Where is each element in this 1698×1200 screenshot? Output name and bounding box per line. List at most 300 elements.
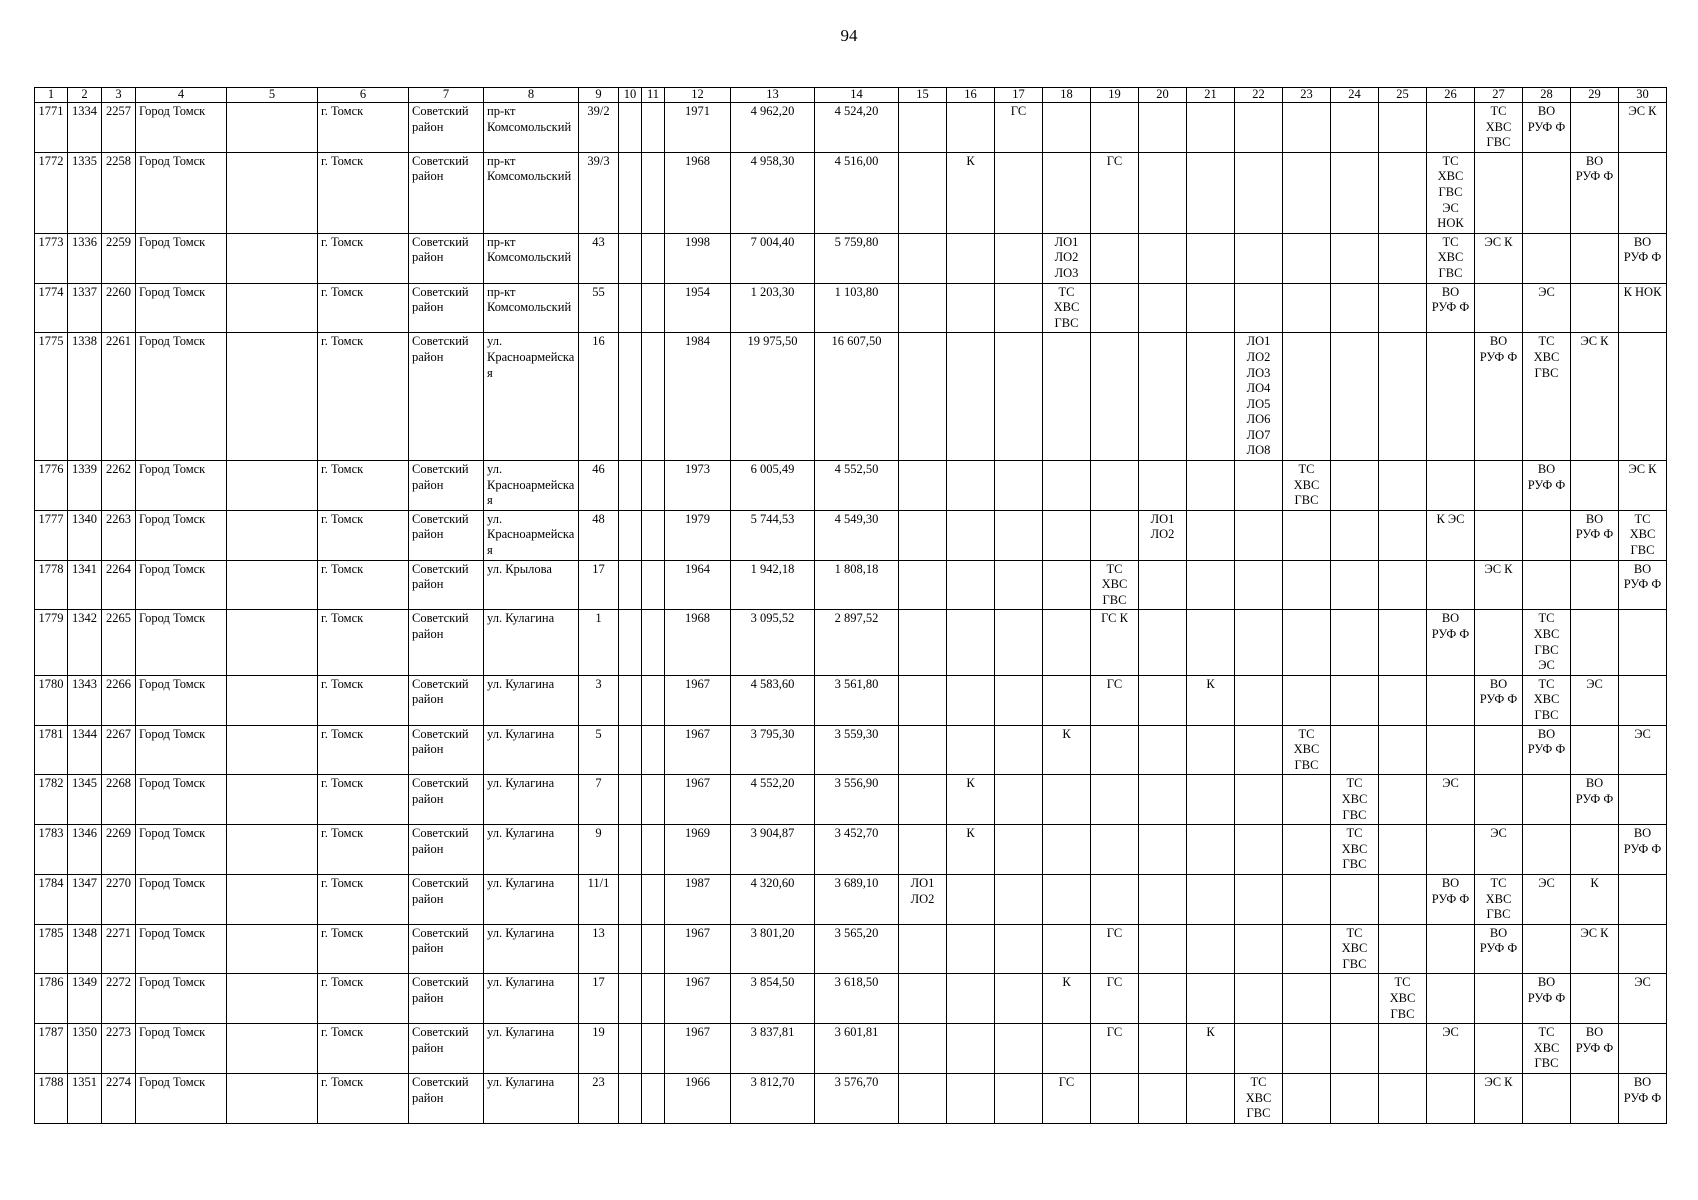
- cell-col-6: г. Томск: [318, 924, 409, 974]
- cell-col-18: [1043, 333, 1091, 461]
- cell-col-3: 2271: [102, 924, 136, 974]
- cell-col-24: ТС ХВС ГВС: [1331, 775, 1379, 825]
- cell-col-8: ул. Кулагина: [484, 974, 579, 1024]
- cell-col-19: [1091, 233, 1139, 283]
- cell-col-5: [227, 924, 318, 974]
- cell-col-19: [1091, 1074, 1139, 1124]
- cell-col-11: [642, 924, 665, 974]
- cell-col-23: [1283, 1024, 1331, 1074]
- cell-col-25: [1379, 560, 1427, 610]
- cell-col-1: 1772: [35, 152, 68, 233]
- cell-col-27: ТС ХВС ГВС: [1475, 103, 1523, 153]
- cell-col-8: ул. Кулагина: [484, 775, 579, 825]
- cell-col-21: К: [1187, 675, 1235, 725]
- cell-col-22: [1235, 825, 1283, 875]
- table-row: [35, 725, 1667, 775]
- cell-col-26: [1427, 333, 1475, 461]
- cell-col-14: 3 452,70: [815, 825, 899, 875]
- cell-col-28: ТС ХВС ГВС: [1523, 1024, 1571, 1074]
- column-header-20: 20: [1139, 88, 1187, 103]
- cell-col-29: [1571, 461, 1619, 511]
- cell-col-18: [1043, 103, 1091, 153]
- cell-col-22: [1235, 1024, 1283, 1074]
- table-row: [35, 775, 1667, 825]
- cell-col-13: 1 203,30: [731, 283, 815, 333]
- column-header-4: 4: [136, 88, 227, 103]
- cell-col-2: 1337: [68, 283, 102, 333]
- cell-col-7: Советский район: [409, 1074, 484, 1124]
- cell-col-11: [642, 510, 665, 560]
- cell-col-18: [1043, 510, 1091, 560]
- cell-col-18: ТС ХВС ГВС: [1043, 283, 1091, 333]
- cell-col-11: [642, 725, 665, 775]
- cell-col-23: [1283, 333, 1331, 461]
- cell-col-27: [1475, 510, 1523, 560]
- cell-col-20: [1139, 103, 1187, 153]
- cell-col-24: ТС ХВС ГВС: [1331, 924, 1379, 974]
- cell-col-17: [995, 874, 1043, 924]
- cell-col-8: ул. Кулагина: [484, 874, 579, 924]
- cell-col-12: 1966: [665, 1074, 731, 1124]
- cell-col-9: 39/2: [579, 103, 619, 153]
- table-row: [35, 610, 1667, 675]
- cell-col-14: 3 565,20: [815, 924, 899, 974]
- cell-col-1: 1771: [35, 103, 68, 153]
- cell-col-23: [1283, 233, 1331, 283]
- cell-col-17: [995, 675, 1043, 725]
- cell-col-27: [1475, 152, 1523, 233]
- cell-col-30: ЭС К: [1619, 461, 1667, 511]
- cell-col-13: 1 942,18: [731, 560, 815, 610]
- column-header-19: 19: [1091, 88, 1139, 103]
- cell-col-28: [1523, 924, 1571, 974]
- cell-col-11: [642, 675, 665, 725]
- cell-col-6: г. Томск: [318, 560, 409, 610]
- cell-col-2: 1348: [68, 924, 102, 974]
- cell-col-5: [227, 333, 318, 461]
- cell-col-24: [1331, 874, 1379, 924]
- cell-col-11: [642, 103, 665, 153]
- cell-col-18: [1043, 1024, 1091, 1074]
- cell-col-26: [1427, 103, 1475, 153]
- cell-col-18: ЛО1 ЛО2 ЛО3: [1043, 233, 1091, 283]
- cell-col-10: [619, 725, 642, 775]
- cell-col-6: г. Томск: [318, 775, 409, 825]
- cell-col-30: ЭС К: [1619, 103, 1667, 153]
- cell-col-12: 1967: [665, 725, 731, 775]
- cell-col-15: [899, 103, 947, 153]
- cell-col-2: 1342: [68, 610, 102, 675]
- cell-col-17: ГС: [995, 103, 1043, 153]
- cell-col-14: 3 618,50: [815, 974, 899, 1024]
- cell-col-11: [642, 560, 665, 610]
- cell-col-1: 1780: [35, 675, 68, 725]
- cell-col-29: [1571, 725, 1619, 775]
- cell-col-17: [995, 510, 1043, 560]
- cell-col-25: [1379, 675, 1427, 725]
- table-body: [35, 103, 1667, 1124]
- column-header-1: 1: [35, 88, 68, 103]
- cell-col-2: 1336: [68, 233, 102, 283]
- cell-col-24: [1331, 461, 1379, 511]
- cell-col-20: [1139, 725, 1187, 775]
- column-header-28: 28: [1523, 88, 1571, 103]
- cell-col-26: ТС ХВС ГВС: [1427, 233, 1475, 283]
- cell-col-4: Город Томск: [136, 1074, 227, 1124]
- cell-col-22: [1235, 775, 1283, 825]
- cell-col-20: [1139, 610, 1187, 675]
- cell-col-10: [619, 233, 642, 283]
- cell-col-28: [1523, 560, 1571, 610]
- cell-col-9: 5: [579, 725, 619, 775]
- cell-col-1: 1781: [35, 725, 68, 775]
- cell-col-10: [619, 461, 642, 511]
- cell-col-17: [995, 461, 1043, 511]
- column-header-13: 13: [731, 88, 815, 103]
- cell-col-22: [1235, 675, 1283, 725]
- cell-col-1: 1782: [35, 775, 68, 825]
- cell-col-1: 1773: [35, 233, 68, 283]
- cell-col-20: ЛО1 ЛО2: [1139, 510, 1187, 560]
- cell-col-17: [995, 233, 1043, 283]
- cell-col-16: [947, 924, 995, 974]
- cell-col-3: 2259: [102, 233, 136, 283]
- cell-col-12: 1987: [665, 874, 731, 924]
- cell-col-26: ТС ХВС ГВС ЭС НОК: [1427, 152, 1475, 233]
- housing-register-table: [34, 87, 1667, 1124]
- cell-col-7: Советский район: [409, 152, 484, 233]
- cell-col-10: [619, 283, 642, 333]
- cell-col-9: 19: [579, 1024, 619, 1074]
- column-header-22: 22: [1235, 88, 1283, 103]
- cell-col-30: ВО РУФ Ф: [1619, 1074, 1667, 1124]
- cell-col-3: 2267: [102, 725, 136, 775]
- cell-col-17: [995, 283, 1043, 333]
- cell-col-17: [995, 152, 1043, 233]
- cell-col-28: ВО РУФ Ф: [1523, 974, 1571, 1024]
- column-header-6: 6: [318, 88, 409, 103]
- cell-col-15: [899, 461, 947, 511]
- cell-col-24: [1331, 103, 1379, 153]
- cell-col-25: [1379, 152, 1427, 233]
- cell-col-21: [1187, 333, 1235, 461]
- cell-col-26: [1427, 675, 1475, 725]
- cell-col-20: [1139, 560, 1187, 610]
- cell-col-26: ЭС: [1427, 775, 1475, 825]
- cell-col-4: Город Томск: [136, 283, 227, 333]
- cell-col-17: [995, 610, 1043, 675]
- cell-col-16: К: [947, 775, 995, 825]
- cell-col-4: Город Томск: [136, 610, 227, 675]
- cell-col-14: 3 559,30: [815, 725, 899, 775]
- cell-col-7: Советский район: [409, 461, 484, 511]
- cell-col-19: [1091, 725, 1139, 775]
- cell-col-18: ГС: [1043, 1074, 1091, 1124]
- cell-col-26: [1427, 461, 1475, 511]
- cell-col-3: 2263: [102, 510, 136, 560]
- cell-col-1: 1787: [35, 1024, 68, 1074]
- table-row: [35, 152, 1667, 233]
- cell-col-3: 2268: [102, 775, 136, 825]
- cell-col-8: ул. Красноармейска я: [484, 510, 579, 560]
- cell-col-11: [642, 333, 665, 461]
- cell-col-10: [619, 152, 642, 233]
- cell-col-27: [1475, 775, 1523, 825]
- cell-col-13: 7 004,40: [731, 233, 815, 283]
- cell-col-23: [1283, 152, 1331, 233]
- cell-col-5: [227, 675, 318, 725]
- table-row: [35, 333, 1667, 461]
- cell-col-10: [619, 1024, 642, 1074]
- cell-col-26: ЭС: [1427, 1024, 1475, 1074]
- cell-col-1: 1788: [35, 1074, 68, 1124]
- cell-col-21: [1187, 510, 1235, 560]
- cell-col-13: 3 801,20: [731, 924, 815, 974]
- cell-col-13: 3 904,87: [731, 825, 815, 875]
- cell-col-3: 2258: [102, 152, 136, 233]
- cell-col-4: Город Томск: [136, 675, 227, 725]
- cell-col-18: [1043, 874, 1091, 924]
- cell-col-5: [227, 775, 318, 825]
- cell-col-24: [1331, 1074, 1379, 1124]
- cell-col-25: [1379, 610, 1427, 675]
- cell-col-3: 2261: [102, 333, 136, 461]
- cell-col-25: [1379, 874, 1427, 924]
- cell-col-22: [1235, 924, 1283, 974]
- cell-col-28: [1523, 775, 1571, 825]
- cell-col-29: ЭС К: [1571, 333, 1619, 461]
- cell-col-10: [619, 675, 642, 725]
- cell-col-20: [1139, 1074, 1187, 1124]
- cell-col-5: [227, 974, 318, 1024]
- cell-col-24: [1331, 510, 1379, 560]
- column-header-7: 7: [409, 88, 484, 103]
- cell-col-4: Город Томск: [136, 1024, 227, 1074]
- cell-col-25: [1379, 333, 1427, 461]
- cell-col-26: ВО РУФ Ф: [1427, 874, 1475, 924]
- cell-col-7: Советский район: [409, 560, 484, 610]
- cell-col-2: 1340: [68, 510, 102, 560]
- cell-col-11: [642, 1024, 665, 1074]
- cell-col-7: Советский район: [409, 510, 484, 560]
- cell-col-13: 19 975,50: [731, 333, 815, 461]
- cell-col-11: [642, 283, 665, 333]
- cell-col-6: г. Томск: [318, 825, 409, 875]
- cell-col-14: 4 516,00: [815, 152, 899, 233]
- cell-col-29: ЭС К: [1571, 924, 1619, 974]
- cell-col-3: 2269: [102, 825, 136, 875]
- cell-col-10: [619, 510, 642, 560]
- cell-col-10: [619, 775, 642, 825]
- cell-col-25: [1379, 103, 1427, 153]
- cell-col-20: [1139, 775, 1187, 825]
- column-header-3: 3: [102, 88, 136, 103]
- cell-col-23: [1283, 283, 1331, 333]
- cell-col-17: [995, 1074, 1043, 1124]
- cell-col-15: [899, 333, 947, 461]
- cell-col-6: г. Томск: [318, 675, 409, 725]
- cell-col-12: 1967: [665, 775, 731, 825]
- cell-col-24: [1331, 675, 1379, 725]
- cell-col-5: [227, 610, 318, 675]
- cell-col-14: 3 689,10: [815, 874, 899, 924]
- cell-col-5: [227, 1074, 318, 1124]
- cell-col-2: 1335: [68, 152, 102, 233]
- cell-col-12: 1971: [665, 103, 731, 153]
- table-row: [35, 461, 1667, 511]
- cell-col-18: [1043, 775, 1091, 825]
- cell-col-16: [947, 560, 995, 610]
- cell-col-20: [1139, 461, 1187, 511]
- cell-col-19: [1091, 874, 1139, 924]
- cell-col-30: К НОК: [1619, 283, 1667, 333]
- cell-col-15: [899, 510, 947, 560]
- cell-col-13: 3 837,81: [731, 1024, 815, 1074]
- cell-col-5: [227, 725, 318, 775]
- cell-col-18: К: [1043, 725, 1091, 775]
- cell-col-5: [227, 152, 318, 233]
- cell-col-2: 1351: [68, 1074, 102, 1124]
- cell-col-15: [899, 825, 947, 875]
- cell-col-24: [1331, 974, 1379, 1024]
- cell-col-26: ВО РУФ Ф: [1427, 283, 1475, 333]
- cell-col-9: 1: [579, 610, 619, 675]
- cell-col-15: [899, 283, 947, 333]
- cell-col-26: К ЭС: [1427, 510, 1475, 560]
- cell-col-4: Город Томск: [136, 924, 227, 974]
- cell-col-24: [1331, 560, 1379, 610]
- cell-col-11: [642, 874, 665, 924]
- cell-col-4: Город Томск: [136, 461, 227, 511]
- cell-col-15: [899, 675, 947, 725]
- cell-col-16: К: [947, 825, 995, 875]
- cell-col-28: ТС ХВС ГВС: [1523, 675, 1571, 725]
- cell-col-19: ГС: [1091, 1024, 1139, 1074]
- cell-col-9: 17: [579, 560, 619, 610]
- cell-col-5: [227, 510, 318, 560]
- cell-col-25: [1379, 825, 1427, 875]
- cell-col-21: [1187, 233, 1235, 283]
- cell-col-28: [1523, 152, 1571, 233]
- cell-col-1: 1783: [35, 825, 68, 875]
- cell-col-8: пр-кт Комсомольский: [484, 152, 579, 233]
- cell-col-23: ТС ХВС ГВС: [1283, 461, 1331, 511]
- cell-col-20: [1139, 974, 1187, 1024]
- cell-col-28: [1523, 1074, 1571, 1124]
- cell-col-6: г. Томск: [318, 333, 409, 461]
- cell-col-12: 1973: [665, 461, 731, 511]
- cell-col-15: [899, 1074, 947, 1124]
- cell-col-23: [1283, 775, 1331, 825]
- table-row: [35, 510, 1667, 560]
- cell-col-17: [995, 825, 1043, 875]
- cell-col-9: 7: [579, 775, 619, 825]
- cell-col-2: 1350: [68, 1024, 102, 1074]
- cell-col-19: ГС: [1091, 152, 1139, 233]
- column-header-27: 27: [1475, 88, 1523, 103]
- cell-col-22: [1235, 283, 1283, 333]
- cell-col-3: 2272: [102, 974, 136, 1024]
- cell-col-7: Советский район: [409, 233, 484, 283]
- cell-col-4: Город Томск: [136, 560, 227, 610]
- cell-col-24: [1331, 233, 1379, 283]
- cell-col-9: 3: [579, 675, 619, 725]
- cell-col-16: [947, 283, 995, 333]
- cell-col-20: [1139, 924, 1187, 974]
- cell-col-7: Советский район: [409, 974, 484, 1024]
- cell-col-22: [1235, 725, 1283, 775]
- cell-col-6: г. Томск: [318, 874, 409, 924]
- cell-col-9: 48: [579, 510, 619, 560]
- cell-col-21: [1187, 283, 1235, 333]
- table-row: [35, 1074, 1667, 1124]
- column-header-11: 11: [642, 88, 665, 103]
- cell-col-21: [1187, 152, 1235, 233]
- cell-col-30: ВО РУФ Ф: [1619, 233, 1667, 283]
- cell-col-9: 43: [579, 233, 619, 283]
- cell-col-27: ЭС К: [1475, 233, 1523, 283]
- cell-col-24: [1331, 333, 1379, 461]
- cell-col-4: Город Томск: [136, 152, 227, 233]
- cell-col-13: 3 095,52: [731, 610, 815, 675]
- cell-col-23: [1283, 103, 1331, 153]
- cell-col-25: [1379, 924, 1427, 974]
- cell-col-6: г. Томск: [318, 974, 409, 1024]
- cell-col-3: 2265: [102, 610, 136, 675]
- cell-col-25: [1379, 510, 1427, 560]
- column-header-24: 24: [1331, 88, 1379, 103]
- cell-col-28: ВО РУФ Ф: [1523, 103, 1571, 153]
- cell-col-8: ул. Кулагина: [484, 725, 579, 775]
- cell-col-11: [642, 610, 665, 675]
- cell-col-23: [1283, 974, 1331, 1024]
- cell-col-25: [1379, 1024, 1427, 1074]
- cell-col-19: ГС: [1091, 675, 1139, 725]
- cell-col-29: [1571, 610, 1619, 675]
- cell-col-11: [642, 152, 665, 233]
- cell-col-28: [1523, 825, 1571, 875]
- cell-col-23: [1283, 924, 1331, 974]
- cell-col-13: 4 958,30: [731, 152, 815, 233]
- table-row: [35, 233, 1667, 283]
- cell-col-30: [1619, 152, 1667, 233]
- cell-col-19: ГС: [1091, 974, 1139, 1024]
- cell-col-29: ВО РУФ Ф: [1571, 1024, 1619, 1074]
- cell-col-30: ТС ХВС ГВС: [1619, 510, 1667, 560]
- cell-col-27: [1475, 610, 1523, 675]
- cell-col-9: 55: [579, 283, 619, 333]
- cell-col-12: 1967: [665, 974, 731, 1024]
- cell-col-26: ВО РУФ Ф: [1427, 610, 1475, 675]
- cell-col-20: [1139, 283, 1187, 333]
- cell-col-21: [1187, 103, 1235, 153]
- cell-col-2: 1344: [68, 725, 102, 775]
- cell-col-16: [947, 1074, 995, 1124]
- cell-col-12: 1968: [665, 152, 731, 233]
- cell-col-14: 1 808,18: [815, 560, 899, 610]
- cell-col-14: 4 524,20: [815, 103, 899, 153]
- cell-col-7: Советский район: [409, 725, 484, 775]
- column-header-9: 9: [579, 88, 619, 103]
- cell-col-9: 16: [579, 333, 619, 461]
- cell-col-16: [947, 510, 995, 560]
- table-row: [35, 1024, 1667, 1074]
- cell-col-14: 1 103,80: [815, 283, 899, 333]
- cell-col-25: [1379, 1074, 1427, 1124]
- cell-col-30: [1619, 675, 1667, 725]
- cell-col-7: Советский район: [409, 775, 484, 825]
- cell-col-12: 1964: [665, 560, 731, 610]
